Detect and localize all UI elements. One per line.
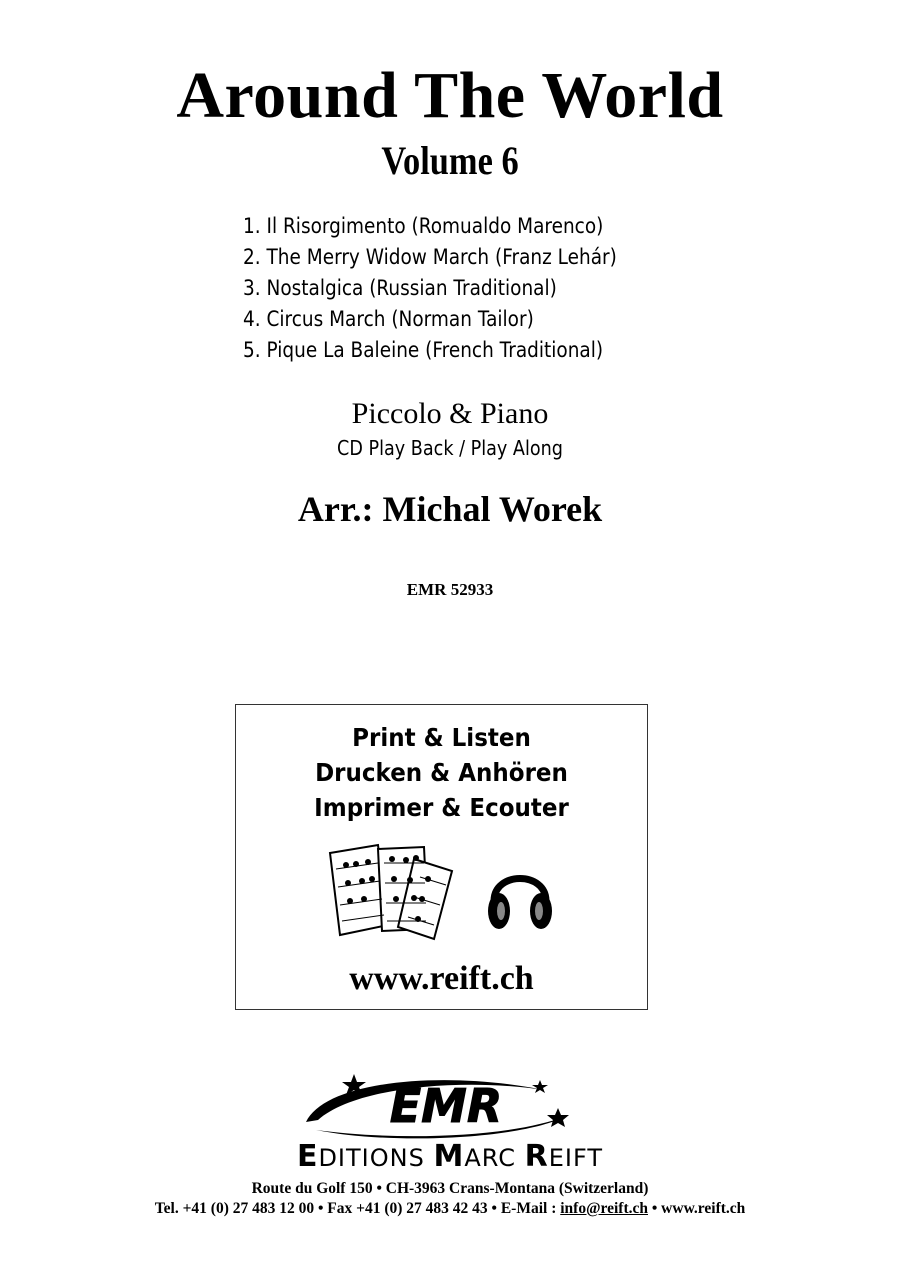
promo-url: www.reift.ch xyxy=(349,960,534,997)
volume-subtitle: Volume 6 xyxy=(381,138,519,183)
track-item: 4. Circus March (Norman Tailor) xyxy=(243,307,534,331)
media-line: CD Play Back / Play Along xyxy=(337,436,563,460)
print-listen-box xyxy=(235,704,648,1010)
arranger: Arr.: Michal Worek xyxy=(297,489,603,529)
svg-text:EMR: EMR xyxy=(389,1079,503,1133)
publisher-contact: Tel. +41 (0) 27 483 12 00 • Fax +41 (0) 27 483 42 43 • E-Mail : info@reift.ch • www.reift.ch xyxy=(154,1200,746,1217)
email-link[interactable]: info@reift.ch xyxy=(560,1200,648,1217)
publisher-name: EDITIONS MARC REIFT xyxy=(296,1139,604,1174)
instrumentation: Piccolo & Piano xyxy=(351,397,549,430)
page-title: Around The World xyxy=(176,59,724,132)
headphones-icon xyxy=(486,857,554,933)
publisher-address: Route du Golf 150 • CH-3963 Crans-Montana (Switzerland) xyxy=(251,1180,649,1197)
promo-line-de: Drucken & Anhören xyxy=(315,758,568,787)
catalog-number: EMR 52933 xyxy=(406,580,494,599)
track-item: 2. The Merry Widow March (Franz Lehár) xyxy=(243,245,617,269)
promo-line-en: Print & Listen xyxy=(352,723,531,752)
track-item: 5. Pique La Baleine (French Traditional) xyxy=(243,338,604,362)
emr-logo xyxy=(296,1072,586,1144)
sheet-music-icon xyxy=(326,841,456,941)
promo-line-fr: Imprimer & Ecouter xyxy=(314,793,569,822)
track-item: 3. Nostalgica (Russian Traditional) xyxy=(243,276,557,300)
track-item: 1. Il Risorgimento (Romualdo Marenco) xyxy=(243,214,604,238)
track-list xyxy=(243,211,668,366)
